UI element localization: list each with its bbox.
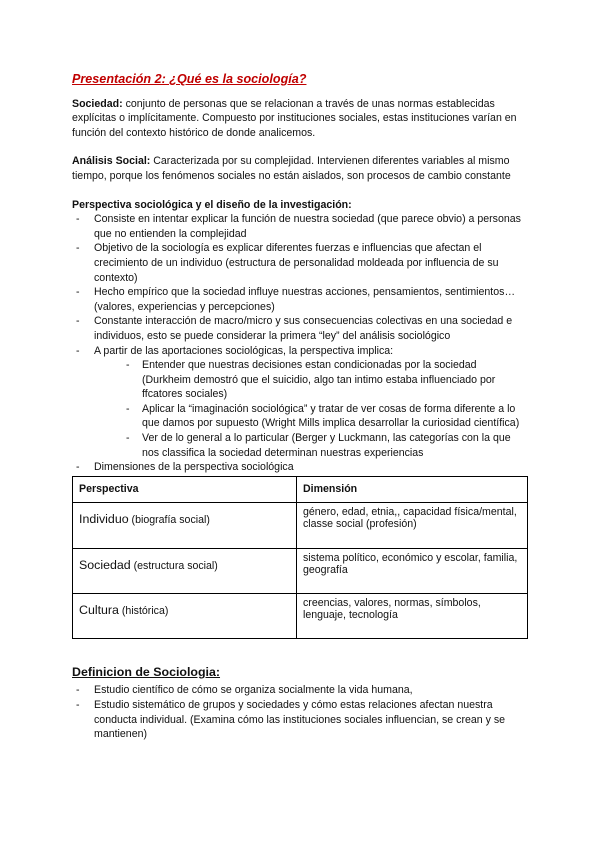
list-item: - Constante interacción de macro/micro y sus consecuencias colectivas en una sociedad e individuos, esto se puede considerar la primera “ley” del análisis sociológico	[72, 314, 528, 343]
row-detail: (estructura social)	[130, 559, 218, 572]
table-row	[73, 502, 528, 548]
table-cell	[73, 593, 297, 638]
list-item: - Estudio sistemático de grupos y sociedades y cómo estas relaciones afectan nuestra conducta individual. (Examina cómo las instituciones sociales influencian, se crean y se mantienen)	[72, 698, 528, 742]
table-cell: sistema político, económico y escolar, familia, geografía	[297, 548, 528, 593]
analisis-term: Análisis Social:	[72, 155, 151, 168]
perspectiva-list	[72, 212, 528, 460]
row-detail: (histórica)	[118, 604, 169, 617]
list-item: - Consiste en intentar explicar la función de nuestra sociedad (que parece obvio) a personas que no entienden la complejidad	[72, 212, 528, 241]
table-cell	[73, 502, 297, 548]
table-header-row	[73, 476, 528, 502]
dimensions-list	[72, 460, 528, 475]
perspectiva-heading: Perspectiva sociológica y el diseño de la investigación:	[72, 198, 352, 211]
table-row	[73, 593, 528, 638]
list-item: - Hecho empírico que la sociedad influye nuestras acciones, pensamientos, sentimientos… (valores, experiencias y percepciones)	[72, 285, 528, 314]
sociedad-term: Sociedad:	[72, 97, 123, 110]
row-name: Cultura	[79, 602, 119, 617]
definicion-list	[72, 683, 528, 741]
list-item	[72, 344, 528, 461]
document-page	[72, 72, 528, 742]
page-title: Presentación 2: ¿Qué es la sociología?	[72, 72, 307, 86]
analisis-text: Caracterizada por su complejidad. Intervienen diferentes variables al mismo tiempo, porque los fenómenos sociales no están aislados, son procesos de cambio constante	[72, 155, 511, 182]
table-cell: creencias, valores, normas, símbolos, lenguaje, tecnología	[297, 593, 528, 638]
list-item-text: A partir de las aportaciones sociológicas, la perspectiva implica:	[94, 344, 394, 357]
table-cell	[73, 548, 297, 593]
table-header-cell: Perspectiva	[73, 476, 297, 502]
list-item: - Estudio científico de cómo se organiza socialmente la vida humana,	[72, 683, 528, 698]
sociedad-paragraph	[72, 97, 528, 141]
sociedad-text: conjunto de personas que se relacionan a través de unas normas establecidas explícitas o implícitamente. Compuesto por instituciones sociales, estas instituciones varían en función del contexto histórico de donde analicemos.	[72, 97, 517, 139]
list-item: - Dimensiones de la perspectiva sociológica	[72, 460, 528, 475]
row-detail: (biografía social)	[128, 513, 210, 526]
table-cell: género, edad, etnia,, capacidad física/mental, classe social (profesión)	[297, 502, 528, 548]
perspectiva-sublist	[94, 358, 528, 460]
row-name: Sociedad	[79, 557, 131, 572]
table-header-cell: Dimensión	[297, 476, 528, 502]
sub-list-item: - Entender que nuestras decisiones estan condicionadas por la sociedad (Durkheim demostró que el suicidio, algo tan intimo estaba influenciado por ffcatores sociales)	[94, 358, 528, 402]
sub-list-item: - Ver de lo general a lo particular (Berger y Luckmann, las categorías con la que nos classifica la sociedad determinan nuestras experiencias	[94, 431, 528, 460]
row-name: Individuo	[79, 511, 129, 526]
perspectiva-table	[72, 476, 528, 639]
table-row	[73, 548, 528, 593]
analisis-paragraph	[72, 154, 528, 183]
list-item: - Objetivo de la sociología es explicar diferentes fuerzas e influencias que afectan el crecimiento de un individuo (estructura de personalidad moldeada por influencia de su contexto)	[72, 241, 528, 285]
definicion-heading: Definicion de Sociologia:	[72, 664, 221, 679]
sub-list-item: - Aplicar la “imaginación sociológica” y tratar de ver cosas de forma diferente a lo que damos por supuesto (Wright Mills implica desarrollar la curiosidad científica)	[94, 402, 528, 431]
